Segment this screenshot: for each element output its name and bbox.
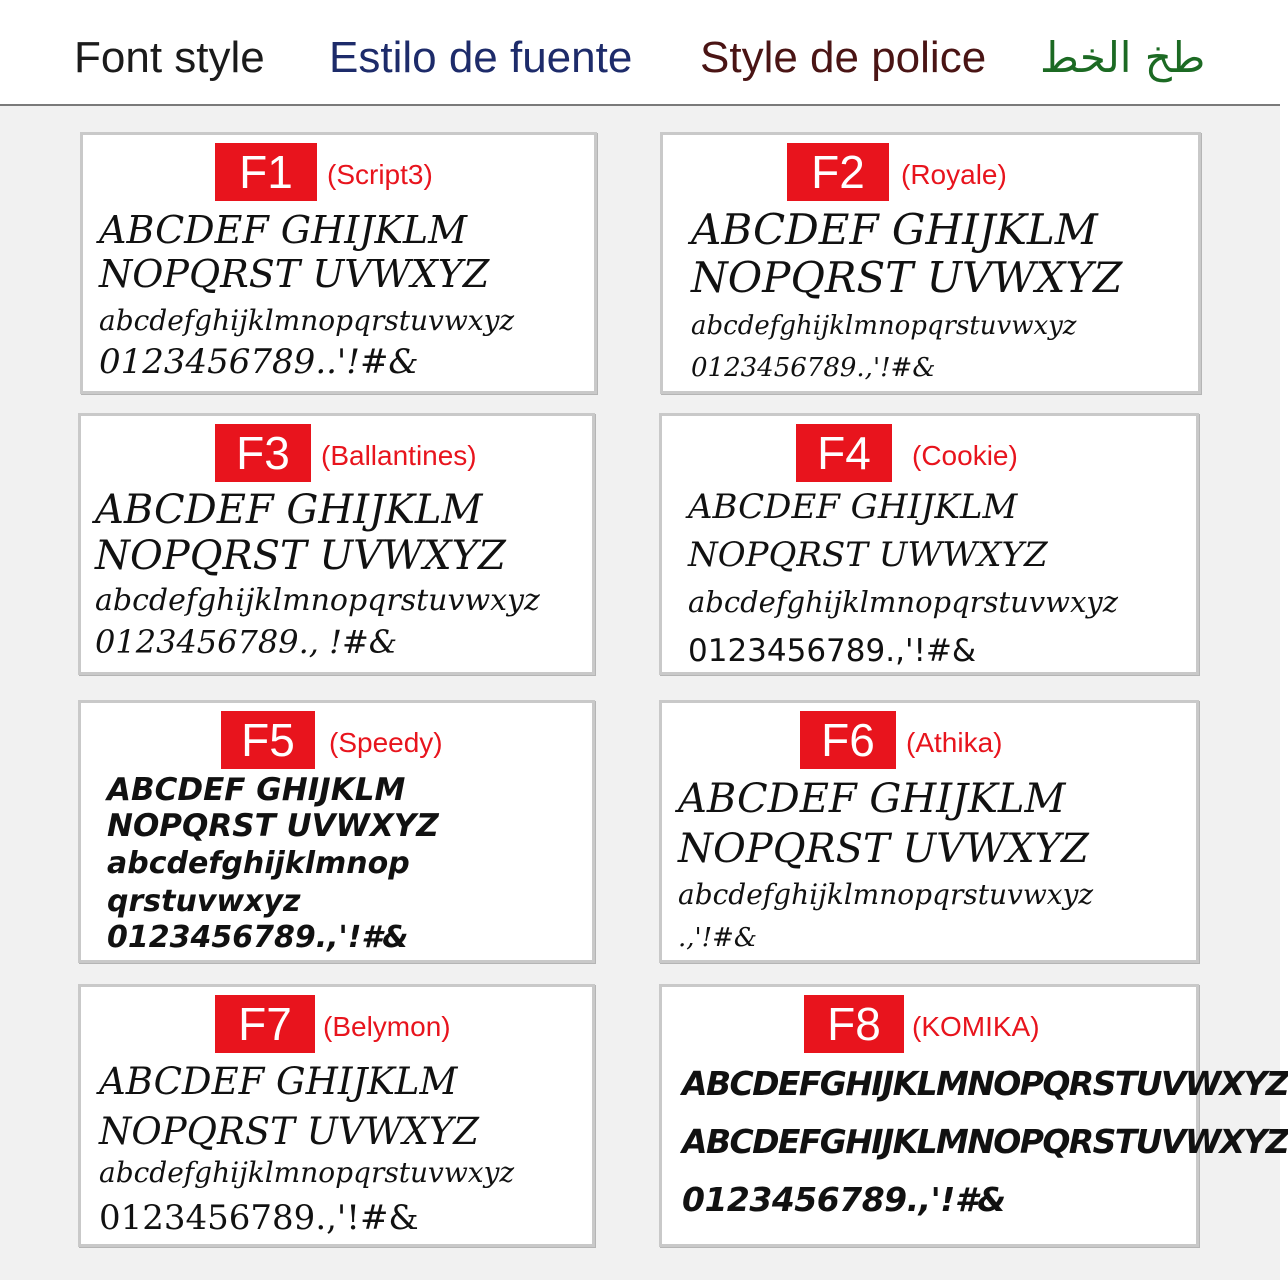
sample-uppercase-1: ABCDEF GHIJKLM xyxy=(678,776,1066,822)
font-badge: F5 xyxy=(221,711,315,769)
sample-uppercase-1: ABCDEF GHIJKLM xyxy=(99,208,468,252)
sample-uppercase-2: NOPQRST UVWXYZ xyxy=(99,1110,479,1153)
sample-uppercase-2: NOPQRST UVWXYZ xyxy=(107,808,439,844)
sample-uppercase-1: ABCDEF GHIJKLM xyxy=(107,772,406,808)
sample-uppercase-2: NOPQRST UVWXYZ xyxy=(95,533,506,579)
font-card-f6[interactable] xyxy=(659,700,1199,963)
sample-uppercase-1: ABCDEFGHIJKLMNOPQRSTUVWXYZ xyxy=(682,1064,1288,1103)
font-card-f2[interactable] xyxy=(660,132,1201,394)
sample-lowercase-1: abcdefghijklmnop xyxy=(107,846,410,881)
sample-lowercase: abcdefghijklmnopqrstuvwxyz xyxy=(678,878,1094,911)
font-badge: F7 xyxy=(215,995,315,1053)
sample-punctuation: .,'!#& xyxy=(678,923,758,953)
font-card-f5[interactable] xyxy=(78,700,595,963)
card-header xyxy=(663,143,1198,203)
sample-lowercase: abcdefghijklmnopqrstuvwxyz xyxy=(691,311,1077,341)
font-badge: F2 xyxy=(787,143,889,201)
header xyxy=(0,0,1280,106)
sample-digits: 0123456789., !#& xyxy=(95,623,398,661)
font-badge: F1 xyxy=(215,143,317,201)
font-name-label: (Cookie) xyxy=(912,440,1018,471)
sample-lowercase: abcdefghijklmnopqrstuvwxyz xyxy=(99,1156,515,1189)
font-badge: F3 xyxy=(215,424,311,482)
card-header xyxy=(662,424,1196,484)
sample-uppercase-2: NOPQRST UWWXYZ xyxy=(688,535,1048,575)
card-header xyxy=(81,424,592,484)
sample-digits: 0123456789.,'!#& xyxy=(99,1198,419,1238)
font-name-label: (Royale) xyxy=(901,159,1007,190)
title-english: Font style xyxy=(74,33,265,82)
title-spanish: Estilo de fuente xyxy=(329,33,633,82)
font-grid xyxy=(0,106,1288,1280)
sample-uppercase-1: ABCDEF GHIJKLM xyxy=(99,1060,458,1103)
card-header xyxy=(662,711,1196,771)
sample-lowercase: abcdefghijklmnopqrstuvwxyz xyxy=(95,583,540,618)
title-french: Style de police xyxy=(700,33,987,82)
font-name-label: (Belymon) xyxy=(323,1011,451,1042)
card-header xyxy=(81,711,592,771)
sample-lowercase: abcdefghijklmnopqrstuvwxyz xyxy=(99,304,515,337)
title-arabic: طخ الخط xyxy=(1040,33,1206,82)
card-header xyxy=(662,995,1196,1055)
sample-digits: 0123456789..'!#& xyxy=(99,342,419,382)
sample-lowercase-2: qrstuvwxyz xyxy=(107,884,301,919)
font-name-label: (Athika) xyxy=(906,727,1003,758)
font-name-label: (Ballantines) xyxy=(321,440,477,471)
font-card-f7[interactable] xyxy=(78,984,595,1247)
card-header xyxy=(83,143,594,203)
font-badge: F4 xyxy=(796,424,892,482)
font-card-f1[interactable] xyxy=(80,132,597,394)
sample-uppercase-1: ABCDEF GHIJKLM xyxy=(688,487,1018,527)
sample-uppercase-1: ABCDEF GHIJKLM xyxy=(691,205,1098,254)
sample-digits: 0123456789.,'!#& xyxy=(107,920,409,955)
font-name-label: (Script3) xyxy=(327,159,433,190)
sample-uppercase-2: NOPQRST UVWXYZ xyxy=(691,253,1123,302)
font-badge: F8 xyxy=(804,995,904,1053)
font-name-label: (Speedy) xyxy=(329,727,443,758)
font-card-f3[interactable] xyxy=(78,413,595,675)
sample-uppercase-2: NOPQRST UVWXYZ xyxy=(99,252,490,296)
sample-digits: 0123456789.,'!#& xyxy=(691,353,936,383)
font-card-f4[interactable] xyxy=(659,413,1199,675)
sample-lowercase: abcdefghijklmnopqrstuvwxyz xyxy=(688,585,1118,619)
sample-digits: 0123456789.,'!#& xyxy=(688,633,977,669)
sample-digits: 0123456789.,'!#& xyxy=(682,1180,1006,1219)
font-badge: F6 xyxy=(800,711,896,769)
font-name-label: (KOMIKA) xyxy=(912,1011,1040,1042)
card-header xyxy=(81,995,592,1055)
font-card-f8[interactable] xyxy=(659,984,1288,1247)
sample-uppercase-2: NOPQRST UVWXYZ xyxy=(678,826,1089,872)
sample-uppercase-2: ABCDEFGHIJKLMNOPQRSTUVWXYZ xyxy=(682,1122,1288,1161)
sample-uppercase-1: ABCDEF GHIJKLM xyxy=(95,487,483,533)
